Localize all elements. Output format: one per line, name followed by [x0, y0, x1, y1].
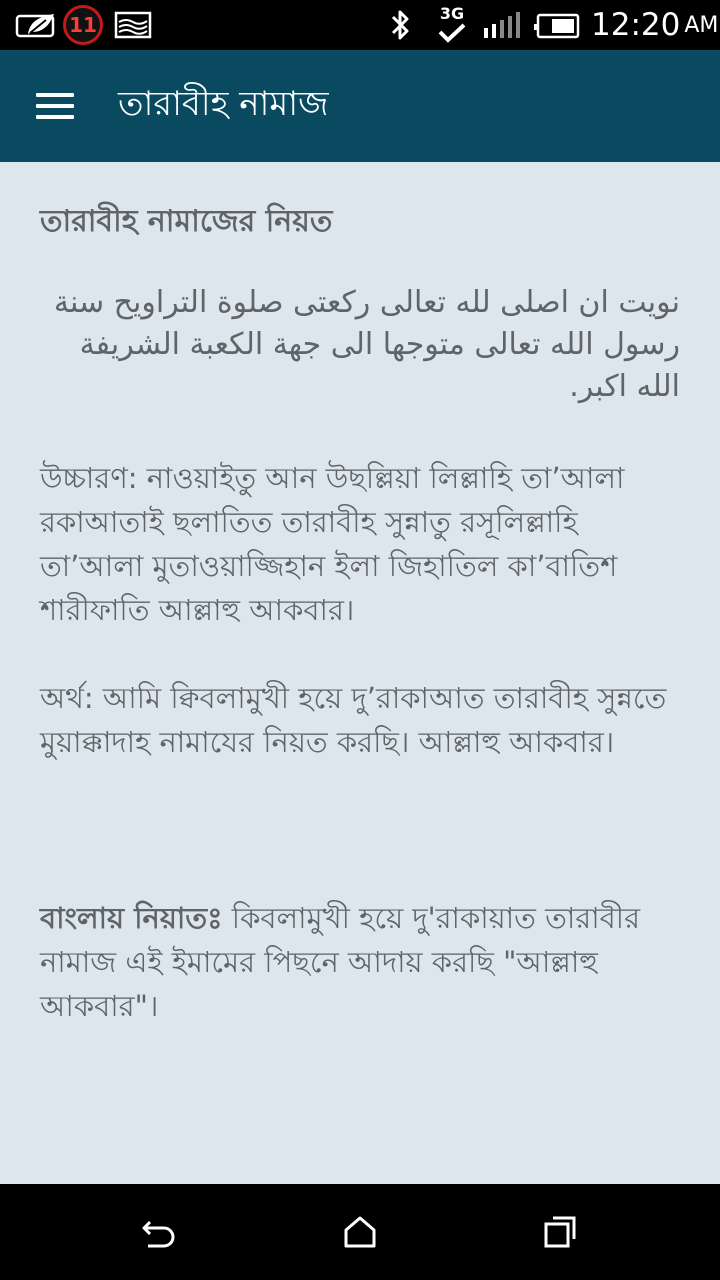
clock-time: 12:20 — [591, 7, 681, 43]
content-area — [0, 162, 720, 1184]
image-notification-icon — [114, 0, 152, 50]
app-bar — [0, 50, 720, 162]
clock-ampm: AM — [684, 12, 719, 38]
meaning-text: অর্থ: আমি ক্বিবলামুখী হয়ে দু’রাকাআত তারাবীহ সুন্নতে মুয়াক্কাদাহ নামাযের নিয়ত করছি। আল্লাহু আকবার। — [40, 681, 667, 759]
leaf-notification-icon — [14, 0, 58, 50]
back-icon — [140, 1214, 180, 1250]
hamburger-menu-icon — [36, 93, 74, 119]
status-bar — [0, 0, 720, 50]
home-button[interactable] — [290, 1184, 430, 1280]
signal-icon — [482, 0, 524, 50]
section-heading: তারাবীহ নামাজের নিয়ত — [40, 204, 333, 239]
bangla-niyat-paragraph — [40, 896, 680, 1028]
network-3g-icon — [436, 0, 468, 50]
page-title: তারাবীহ নামাজ — [118, 83, 329, 124]
bangla-niyat-text: কিবলামুখী হয়ে দু'রাকায়াত তারাবীর নামাজ এই ইমামের পিছনে আদায় করছি "আল্লাহু আকবার"। — [40, 901, 641, 1023]
back-button[interactable] — [90, 1184, 230, 1280]
navigation-bar — [0, 1184, 720, 1280]
bangla-niyat-label: বাংলায় নিয়াতঃ — [40, 901, 223, 935]
notification-count-badge: 11 — [63, 5, 103, 45]
pronunciation-text: উচ্চারণ: নাওয়াইতু আন উছল্লিয়া লিল্লাহি তা’আলা রকাআতাই ছলাতিত তারাবীহ সুন্নাতু রসূলিল্লাহি তা’আলা মুতাওয়াজ্জিহান ইলা জিহাতিল কা’বাতিশ শারীফাতি আল্লাহু আকবার। — [40, 461, 625, 627]
menu-button[interactable] — [0, 50, 112, 162]
clock — [591, 0, 718, 50]
recent-apps-icon — [542, 1214, 578, 1250]
battery-icon — [532, 0, 582, 50]
network-type-label: 3G — [439, 4, 465, 23]
bluetooth-icon — [388, 0, 414, 50]
home-icon — [342, 1214, 378, 1250]
arabic-niyat-text: نويت ان اصلى لله تعالى ركعتى صلوة التراويح سنة رسول الله تعالى متوجها الى جهة الكعبة الشريفة الله اكبر. — [53, 285, 680, 404]
recent-apps-button[interactable] — [490, 1184, 630, 1280]
